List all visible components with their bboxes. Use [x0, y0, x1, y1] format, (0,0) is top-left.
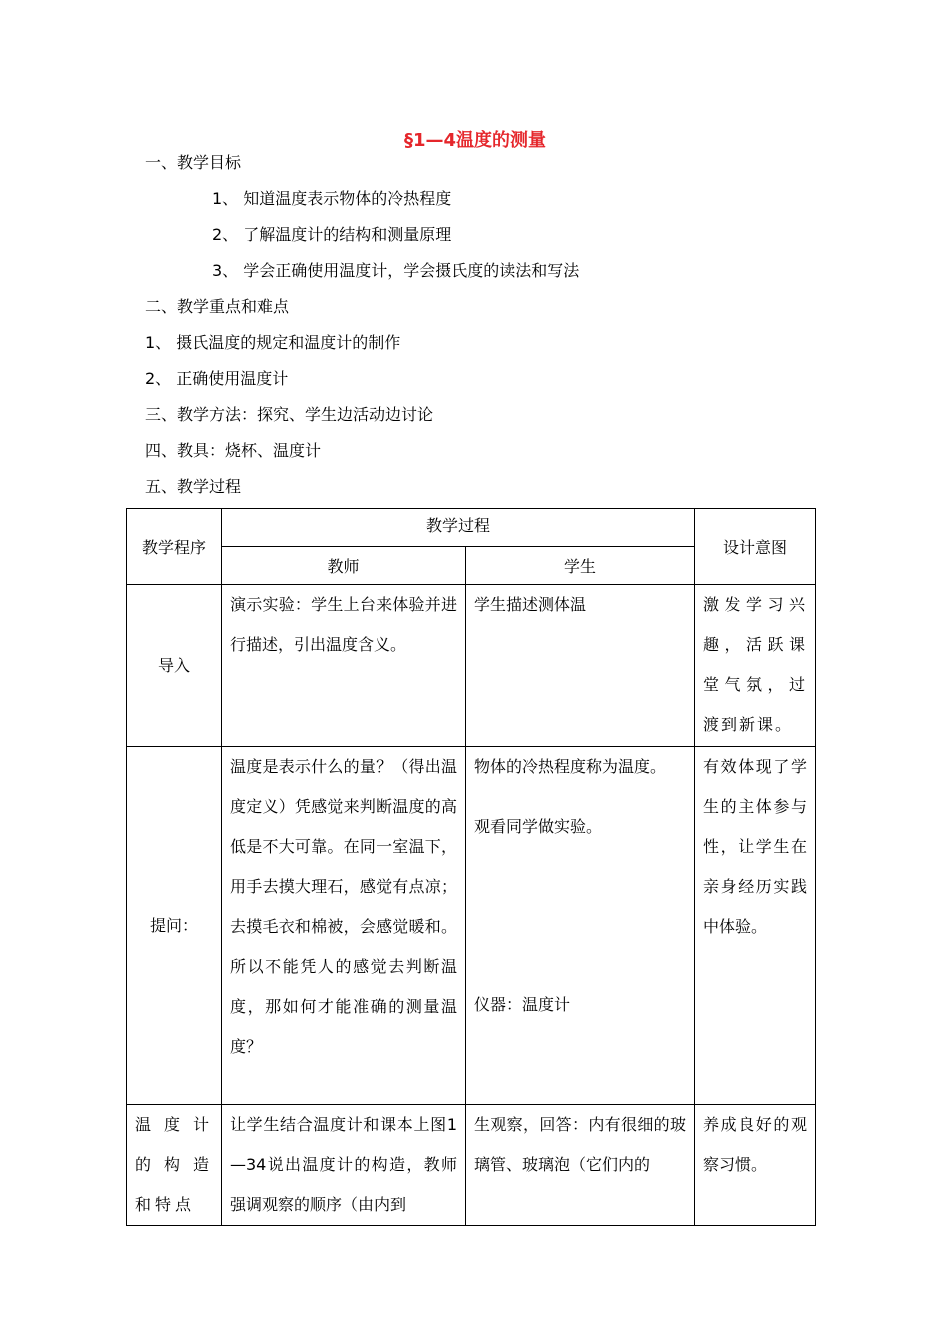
- table-row: [127, 747, 816, 1105]
- student-answer: 物体的冷热程度称为温度。: [474, 757, 667, 776]
- objective-item: 2、 了解温度计的结构和测量原理: [212, 225, 452, 244]
- header-process: 教学过程: [222, 509, 695, 547]
- header-intent: 设计意图: [695, 509, 816, 585]
- intent-cell: 养成良好的观察习惯。: [695, 1105, 816, 1226]
- table-row: [127, 585, 816, 747]
- section-method: 三、教学方法：探究、学生边活动边讨论: [145, 405, 434, 424]
- section-objectives: 一、教学目标: [145, 153, 242, 172]
- header-student: 学生: [466, 547, 695, 585]
- student-cell: 生观察，回答：内有很细的玻璃管、玻璃泡（它们内的: [466, 1105, 695, 1226]
- program-cell: 导入: [127, 585, 222, 747]
- section-tools: 四、教具：烧杯、温度计: [145, 441, 322, 460]
- page-title: §1—4温度的测量: [403, 130, 547, 151]
- process-table: [126, 508, 816, 1226]
- program-cell: 温度计的构造和特点: [127, 1105, 222, 1226]
- student-cell: [466, 747, 695, 1105]
- section-process: 五、教学过程: [145, 477, 242, 496]
- objective-item: 3、 学会正确使用温度计，学会摄氏度的读法和写法: [212, 261, 580, 280]
- teacher-cell: 温度是表示什么的量？（得出温度定义）凭感觉来判断温度的高低是不大可靠。在同一室温下，用手去摸大理石，感觉有点凉；去摸毛衣和棉被，会感觉暖和。所以不能凭人的感觉去判断温度，那如何才能准确的测量温度？: [222, 747, 466, 1105]
- student-activity: 观看同学做实验。: [474, 817, 603, 836]
- key-point-item: 2、 正确使用温度计: [145, 369, 289, 388]
- teacher-cell: 让学生结合温度计和课本上图1—34说出温度计的构造，教师强调观察的顺序（由内到: [222, 1105, 466, 1226]
- intent-cell: 激发学习兴趣，活跃课堂气氛，过渡到新课。: [695, 585, 816, 747]
- section-key-points: 二、教学重点和难点: [145, 297, 290, 316]
- table-row: [127, 1105, 816, 1226]
- header-teacher: 教师: [222, 547, 466, 585]
- teacher-cell: 演示实验：学生上台来体验并进行描述，引出温度含义。: [222, 585, 466, 747]
- key-point-item: 1、 摄氏温度的规定和温度计的制作: [145, 333, 401, 352]
- student-cell: 学生描述测体温: [466, 585, 695, 747]
- header-program: 教学程序: [127, 509, 222, 585]
- intent-cell: 有效体现了学生的主体参与性，让学生在亲身经历实践中体验。: [695, 747, 816, 1105]
- objective-item: 1、 知道温度表示物体的冷热程度: [212, 189, 452, 208]
- program-cell: 提问：: [127, 747, 222, 1105]
- student-instrument: 仪器：温度计: [474, 995, 571, 1014]
